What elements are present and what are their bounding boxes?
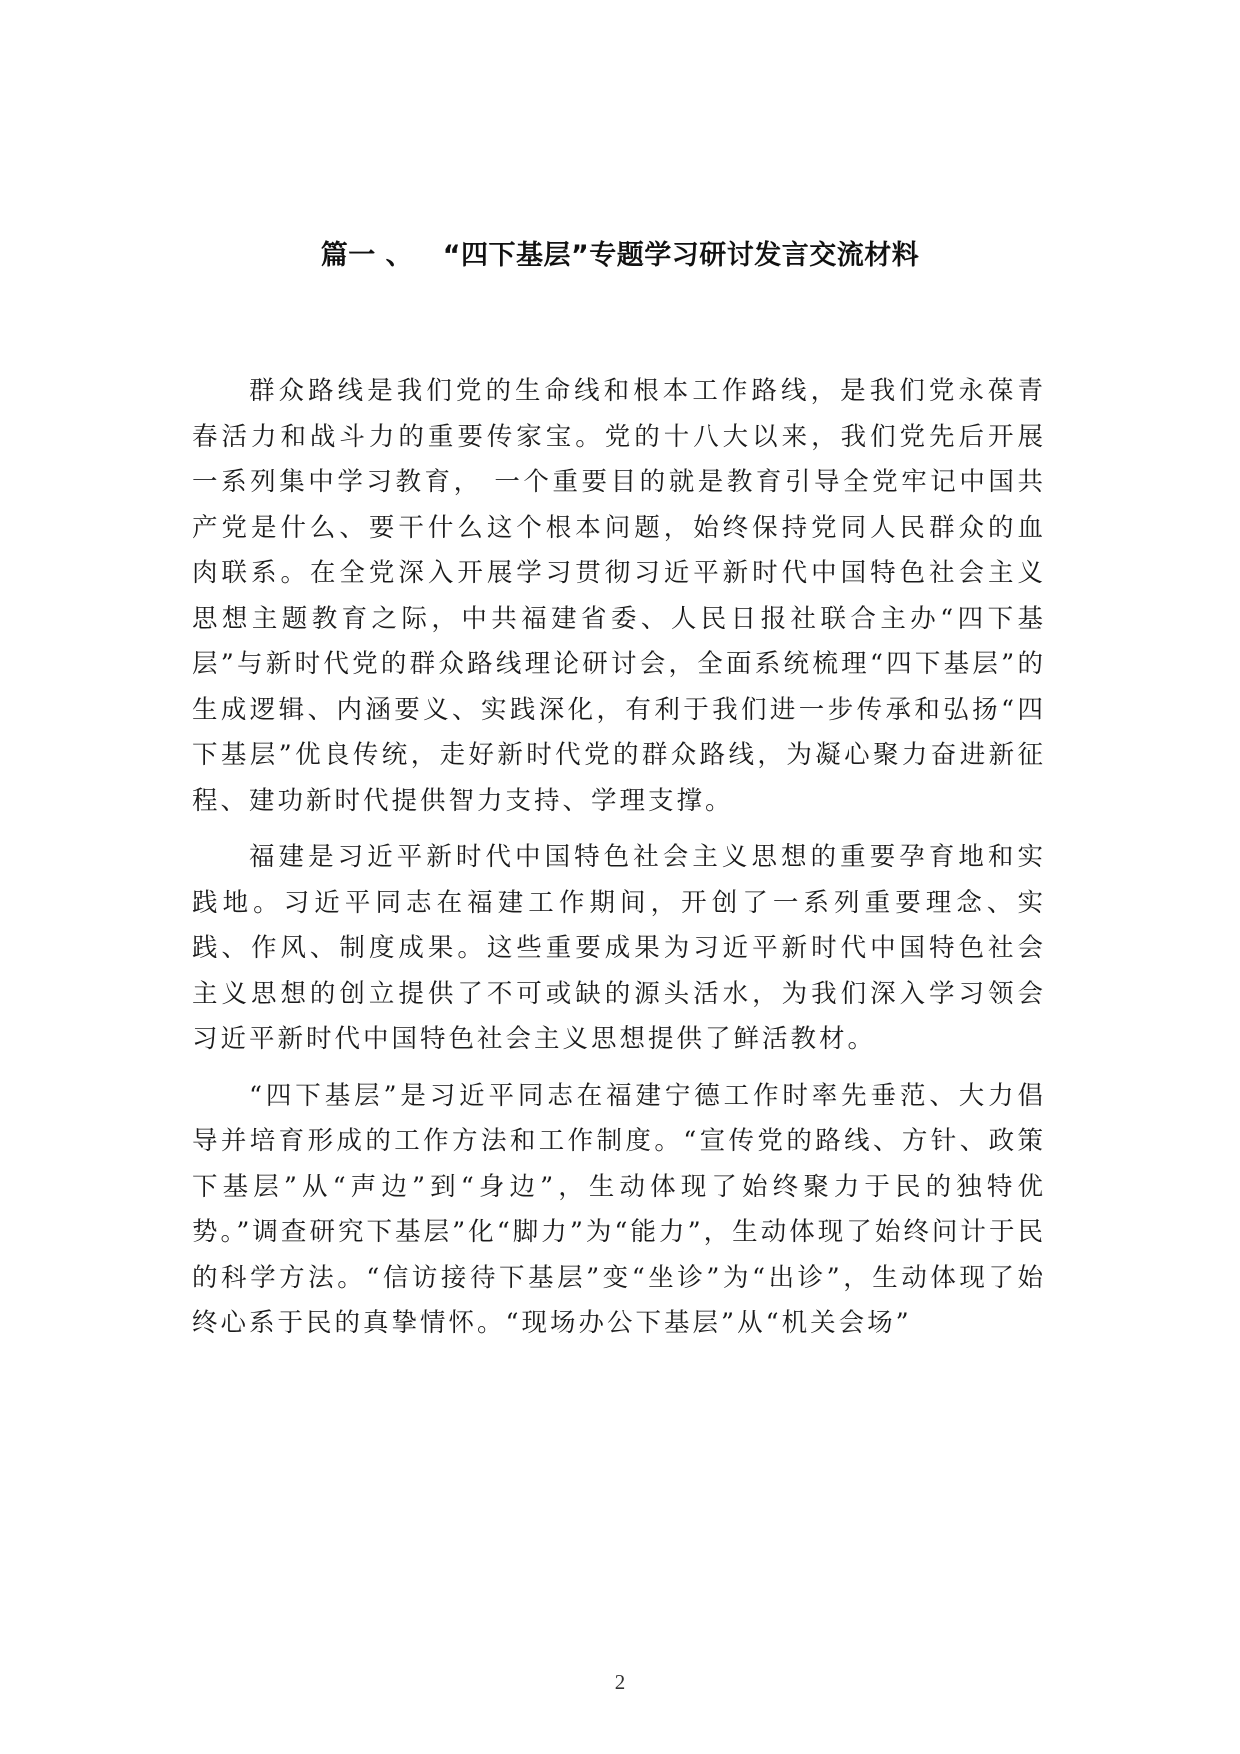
- page-number: 2: [614, 1670, 626, 1694]
- paragraph-2: 福建是习近平新时代中国特色社会主义思想的重要孕育地和实践地。习近平同志在福建工作期间，开创了一系列重要理念、实践、作风、制度成果。这些重要成果为习近平新时代中国特色社会主义思想的创立提供了不可或缺的源头活水，为我们深入学习领会习近平新时代中国特色社会主义思想提供了鲜活教材。: [192, 842, 1046, 1054]
- paragraph-1: 群众路线是我们党的生命线和根本工作路线，是我们党永葆青春活力和战斗力的重要传家宝。党的十八大以来，我们党先后开展一系列集中学习教育， 一个重要目的就是教育引导全党牢记中国共产党是什么、要干什么这个根本问题，始终保持党同人民群众的血肉联系。在全党深入开展学习贯彻习近平新时代中国特色社会主义思想主题教育之际，中共福建省委、人民日报社联合主办“四下基层”与新时代党的群众路线理论研讨会，全面系统梳理“四下基层”的生成逻辑、内涵要义、实践深化，有利于我们进一步传承和弘扬“四下基层”优良传统，走好新时代党的群众路线，为凝心聚力奋进新征程、建功新时代提供智力支持、学理支撑。: [192, 376, 1046, 816]
- paragraph-3: “四下基层”是习近平同志在福建宁德工作时率先垂范、大力倡导并培育形成的工作方法和工作制度。“宣传党的路线、方针、政策下基层”从“声边”到“身边”，生动体现了始终聚力于民的独特优势。”调查研究下基层”化“脚力”为“能力”，生动体现了始终问计于民的科学方法。“信访接待下基层”变“坐诊”为“出诊”，生动体现了始终心系于民的真挚情怀。“现场办公下基层”从“机关会场”: [192, 1080, 1046, 1338]
- document-body: [192, 369, 1046, 1358]
- document-title: 篇一 、 “四下基层”专题学习研讨发言交流材料: [320, 240, 920, 271]
